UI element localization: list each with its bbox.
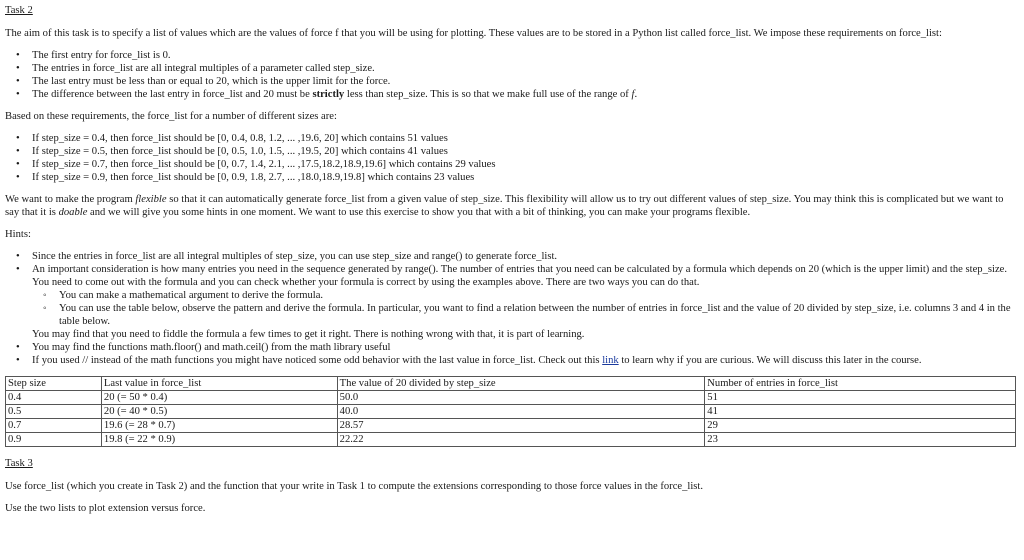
emphasis-doable: doable xyxy=(58,207,88,218)
requirement-item xyxy=(32,88,1020,101)
hint-item xyxy=(32,263,1020,341)
example-item: • If step_size = 0.4, then force_list should be [0, 0.4, 0.8, 1.2, ... ,19.6, 20] which contains 51 values xyxy=(32,132,1020,145)
examples-list xyxy=(5,132,1020,184)
table-header-row xyxy=(6,377,1016,391)
task2-intro: The aim of this task is to specify a list of values which are the values of force f that you will be using for plotting. These values are to be stored in a Python list called force_list. We impose these requirements on force_list: xyxy=(5,28,942,39)
hint-item: • Since the entries in force_list are all integral multiples of step_size, you can use step_size and range() to generate force_list. xyxy=(32,250,1020,263)
learn-more-link[interactable]: link xyxy=(602,355,619,366)
flexible-text: so that it can automatically generate force_list from a given value of step_size. This flexibility will allow us to try out different values of step_size. You may think this is complicated but we want to say that it is xyxy=(5,194,1004,218)
table-row xyxy=(6,433,1016,447)
table-cell: 29 xyxy=(705,419,1016,433)
requirement-item: • The first entry for force_list is 0. xyxy=(32,49,1020,62)
emphasis-flexible: flexible xyxy=(135,194,167,205)
column-header: Step size xyxy=(6,377,102,391)
flexible-paragraph xyxy=(5,193,1020,219)
hints-list xyxy=(5,250,1020,367)
task3-paragraph: Use force_list (which you create in Task 2) and the function that your write in Task 1 to compute the extensions corresponding to those force values in the force_list. xyxy=(5,481,704,492)
task3-heading: Task 3 xyxy=(5,458,33,469)
table-cell: 40.0 xyxy=(337,405,705,419)
example-item: • If step_size = 0.9, then force_list should be [0, 0.9, 1.8, 2.7, ... ,18.0,18.9,19.8] which contains 23 values xyxy=(32,171,1020,184)
requirement-text: less than step_size. This is so that we make full use of the range of xyxy=(344,89,632,100)
emphasis-strictly: strictly xyxy=(312,89,345,100)
column-header: Last value in force_list xyxy=(101,377,337,391)
table-cell: 0.5 xyxy=(6,405,102,419)
hints-label: Hints: xyxy=(5,229,31,240)
table-row xyxy=(6,419,1016,433)
table-cell: 22.22 xyxy=(337,433,705,447)
hint-sublist xyxy=(32,289,1020,328)
hint-text: to learn why if you are curious. We will discuss this later in the course. xyxy=(618,355,922,366)
column-header: Number of entries in force_list xyxy=(705,377,1016,391)
task3-paragraph: Use the two lists to plot extension versus force. xyxy=(5,503,206,514)
requirement-item: • The entries in force_list are all integral multiples of a parameter called step_size. xyxy=(32,62,1020,75)
table-cell: 51 xyxy=(705,391,1016,405)
example-item: • If step_size = 0.7, then force_list should be [0, 0.7, 1.4, 2.1, ... ,17.5,18.2,18.9,19.6] which contains 29 values xyxy=(32,158,1020,171)
requirement-text: The difference between the last entry in force_list and 20 must be xyxy=(32,89,313,100)
hint-subitem: ◦ You can use the table below, observe the pattern and derive the formula. In particular, you want to find a relation between the number of entries in force_list and the value of 20 divided by step_size, i.e. columns 3 and 4 in the table below. xyxy=(59,302,1020,328)
table-cell: 28.57 xyxy=(337,419,705,433)
table-cell: 50.0 xyxy=(337,391,705,405)
hint-text: If you used // instead of the math functions you might have noticed some odd behavior with the last value in force_list. Check out this xyxy=(32,355,603,366)
examples-intro: Based on these requirements, the force_list for a number of different sizes are: xyxy=(5,111,337,122)
column-header: The value of 20 divided by step_size xyxy=(337,377,705,391)
flexible-text: We want to make the program xyxy=(5,194,136,205)
table-cell: 23 xyxy=(705,433,1016,447)
table-cell: 0.7 xyxy=(6,419,102,433)
table-cell: 0.9 xyxy=(6,433,102,447)
requirement-end: . xyxy=(634,89,638,100)
hint-fiddle-note: You may find that you need to fiddle the formula a few times to get it right. There is nothing wrong with that, it is part of learning. xyxy=(32,329,585,340)
table-row xyxy=(6,405,1016,419)
table-cell: 41 xyxy=(705,405,1016,419)
table-cell: 19.8 (= 22 * 0.9) xyxy=(101,433,337,447)
step-size-table xyxy=(5,376,1016,447)
table-cell: 20 (= 50 * 0.4) xyxy=(101,391,337,405)
hint-text: An important consideration is how many entries you need in the sequence generated by range(). The number of entries that you need can be calculated by a formula which depends on 20 (which is the upper limit) and the step_size. You need to come out with the formula and you can check whether your formula is correct by using the examples above. There are two ways you can do that. xyxy=(32,264,1008,288)
hint-item: • You may find the functions math.floor() and math.ceil() from the math library useful xyxy=(32,341,1020,354)
requirement-item: • The last entry must be less than or equal to 20, which is the upper limit for the force. xyxy=(32,75,1020,88)
requirements-list xyxy=(5,49,1020,101)
flexible-text: and we will give you some hints in one moment. We want to use this exercise to show you that with a bit of thinking, you can make your programs flexible. xyxy=(87,207,751,218)
hint-item xyxy=(32,354,1020,367)
table-row xyxy=(6,391,1016,405)
table-cell: 19.6 (= 28 * 0.7) xyxy=(101,419,337,433)
example-item: • If step_size = 0.5, then force_list should be [0, 0.5, 1.0, 1.5, ... ,19.5, 20] which contains 41 values xyxy=(32,145,1020,158)
table-cell: 0.4 xyxy=(6,391,102,405)
hint-subitem: ◦ You can make a mathematical argument to derive the formula. xyxy=(59,289,1020,302)
table-cell: 20 (= 40 * 0.5) xyxy=(101,405,337,419)
task2-heading: Task 2 xyxy=(5,5,33,16)
variable-f: f xyxy=(631,89,635,100)
